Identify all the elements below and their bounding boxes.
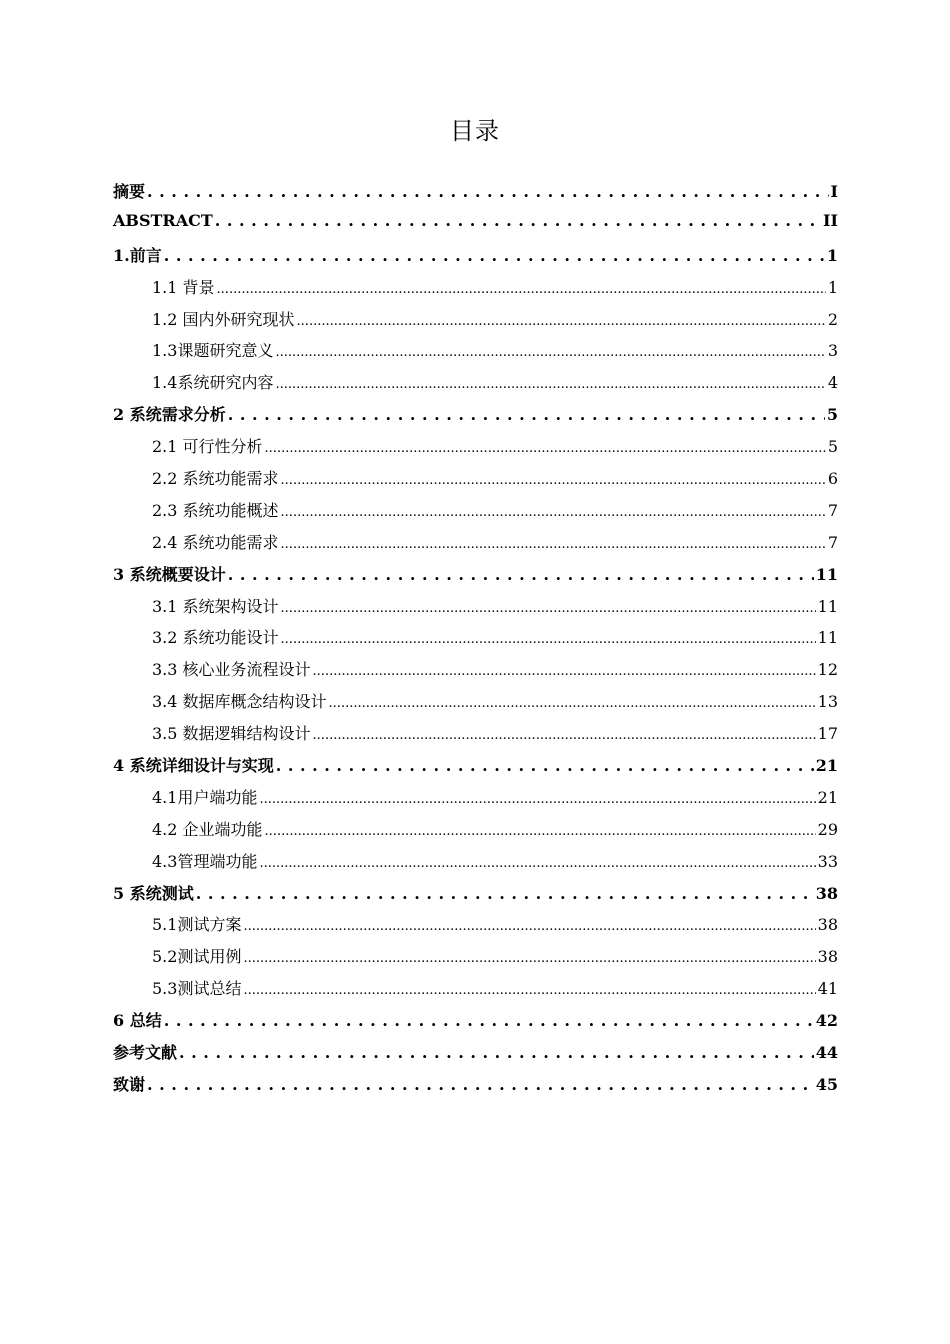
toc-entry-label: 1.3课题研究意义 [152,341,274,361]
toc-entry-label: 1.2 国内外研究现状 [152,309,295,329]
toc-entry-page: 1 [827,277,838,297]
toc-subentry[interactable] [113,307,838,339]
toc-entry-label: 2.3 系统功能概述 [152,500,279,520]
toc-entry-page: 21 [817,787,838,807]
toc-entry-label: 参考文献 [113,1043,178,1063]
toc-subentry[interactable] [113,849,838,881]
toc-dot-leader [265,820,816,839]
toc-entry-page: 4 [827,373,838,393]
toc-entry-label: 3.1 系统架构设计 [152,596,279,616]
toc-entry[interactable] [113,753,838,785]
toc-dot-leader [243,915,815,934]
toc-subentry[interactable] [113,275,838,307]
toc-entry-page: 6 [827,469,838,489]
toc-subentry[interactable] [113,721,838,753]
toc-entry-page: 11 [817,628,838,648]
toc-entry[interactable] [113,1008,838,1040]
toc-subentry[interactable] [113,912,838,944]
toc-dot-leader [265,437,826,456]
toc-entry-page: 7 [827,532,838,552]
toc-entry-label: 4.1用户端功能 [152,787,258,807]
toc-entry-label: 5 系统测试 [113,883,194,903]
toc-dot-leader [281,597,816,616]
toc-dot-leader [281,469,826,488]
toc-subentry[interactable] [113,785,838,817]
toc-dot-leader [228,405,825,424]
toc-entry-page: 41 [817,979,838,999]
toc-entry-label: 2.1 可行性分析 [152,437,263,457]
toc-entry-label: 致谢 [113,1074,146,1094]
toc-dot-leader [313,724,816,743]
toc-entry-label: ABSTRACT [113,210,213,230]
toc-entry-label: 1.4系统研究内容 [152,373,274,393]
toc-entry-label: 3 系统概要设计 [113,564,226,584]
toc-entry-page: 38 [815,883,838,903]
toc-subentry[interactable] [113,976,838,1008]
toc-subentry[interactable] [113,689,838,721]
page-title: 目录 [450,117,500,145]
toc-dot-leader [243,947,815,966]
toc-subentry[interactable] [113,625,838,657]
toc-dot-leader [147,182,829,201]
toc-dot-leader [281,501,826,520]
toc-dot-leader [275,373,825,392]
toc-entry[interactable] [113,1072,838,1104]
toc-entry-page: 7 [827,500,838,520]
toc-entry-label: 2.2 系统功能需求 [152,469,279,489]
toc-entry-page: 11 [817,596,838,616]
toc-dot-leader [281,533,826,552]
toc-dot-leader [196,884,814,903]
toc-subentry[interactable] [113,594,838,626]
toc-subentry[interactable] [113,466,838,498]
toc-entry-label: 2.4 系统功能需求 [152,532,279,552]
toc-entry-label: 5.1测试方案 [152,915,242,935]
toc-entry[interactable] [113,179,838,211]
toc-entry-page: 1 [826,245,838,265]
toc-subentry[interactable] [113,944,838,976]
toc-dot-leader [228,565,814,584]
toc-entry-page: 45 [815,1074,838,1094]
toc-entry-label: 3.4 数据库概念结构设计 [152,692,327,712]
toc-entry-label: 5.3测试总结 [152,979,242,999]
toc-dot-leader [297,310,826,329]
toc-dot-leader [243,979,815,998]
toc-entry-label: 4.3管理端功能 [152,851,258,871]
toc-dot-leader [275,341,825,360]
toc-entry[interactable] [113,402,838,434]
toc-entry[interactable] [113,881,838,913]
toc-entry-label: 摘要 [113,182,146,201]
toc-entry-label: 3.3 核心业务流程设计 [152,660,311,680]
toc-entry-label: 5.2测试用例 [152,947,242,967]
toc-dot-leader [329,692,816,711]
toc-entry-page: 3 [827,341,838,361]
toc-entry-page: 13 [817,692,838,712]
toc-entry-page: 21 [815,756,838,776]
toc-dot-leader [179,1043,814,1062]
toc-dot-leader [281,628,816,647]
toc-dot-leader [164,1011,814,1030]
toc-entry[interactable] [113,1040,838,1072]
toc-dot-leader [259,788,815,807]
toc-dot-leader [217,278,826,297]
toc-dot-leader [259,852,815,871]
toc-subentry[interactable] [113,498,838,530]
toc-dot-leader [147,1075,814,1094]
toc-subentry[interactable] [113,657,838,689]
toc-entry-page: 44 [815,1043,838,1063]
toc-entry-page: 12 [817,660,838,680]
toc-entry-page: 38 [817,947,838,967]
toc-entry-page: 2 [827,309,838,329]
toc-subentry[interactable] [113,530,838,562]
toc-entry[interactable] [113,211,838,243]
toc-entry-label: 4.2 企业端功能 [152,819,263,839]
toc-entry-page: 29 [817,819,838,839]
toc-entry-page: 11 [815,564,838,584]
toc-dot-leader [276,756,814,775]
toc-subentry[interactable] [113,817,838,849]
toc-entry-page: 33 [817,851,838,871]
toc-entry-page: I [830,182,838,201]
toc-entry-label: 1.前言 [113,245,162,265]
toc-entry-page: 5 [826,405,838,425]
toc-entry-label: 1.1 背景 [152,277,215,297]
toc-subentry[interactable] [113,434,838,466]
toc-entry-label: 3.5 数据逻辑结构设计 [152,724,311,744]
toc-entry[interactable] [113,243,838,275]
toc-entry-label: 4 系统详细设计与实现 [113,756,274,776]
toc-entry-page: 17 [817,724,838,744]
toc-subentry[interactable] [113,338,838,370]
toc-entry-label: 6 总结 [113,1011,162,1031]
toc-subentry[interactable] [113,370,838,402]
toc-entry-page: 42 [815,1011,838,1031]
toc-entry-page: 38 [817,915,838,935]
toc-entry-page: 5 [827,437,838,457]
toc-dot-leader [313,660,816,679]
toc-entry-label: 3.2 系统功能设计 [152,628,279,648]
toc-entry[interactable] [113,562,838,594]
toc-entry-page: II [823,210,838,230]
toc-entry-label: 2 系统需求分析 [113,405,226,425]
toc-dot-leader [215,211,821,230]
table-of-contents [113,179,838,1104]
toc-dot-leader [164,246,825,265]
